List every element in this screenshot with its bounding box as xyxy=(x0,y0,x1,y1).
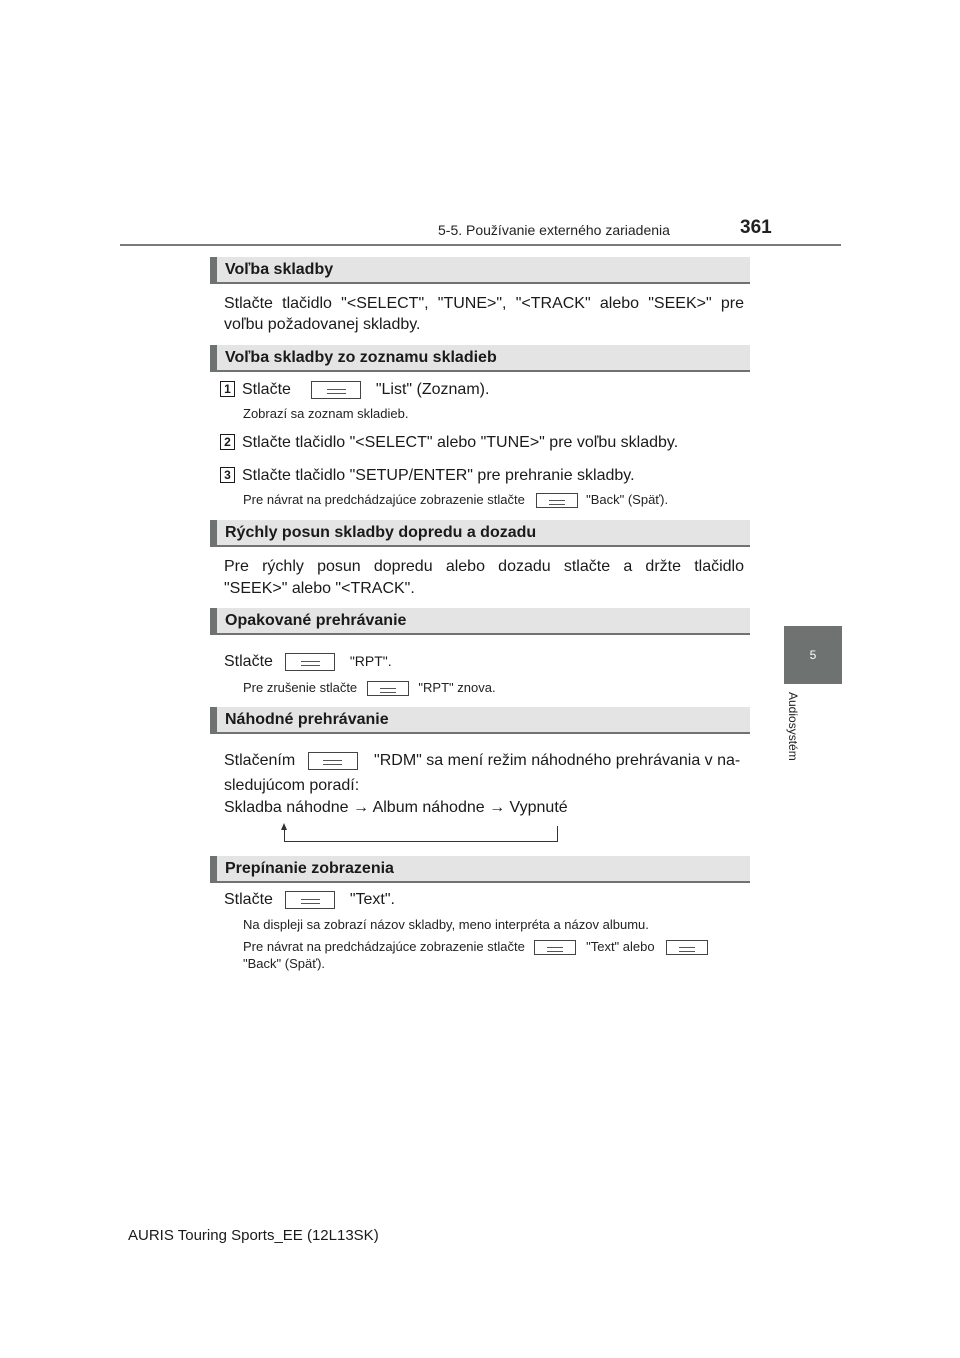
text-pre: Stlačením xyxy=(224,752,296,769)
chapter-label-text: Audiosystém xyxy=(786,692,800,761)
step-number: 2 xyxy=(220,434,235,450)
chapter-label xyxy=(786,692,804,782)
soft-key-button[interactable] xyxy=(285,891,335,909)
section-bar-track-list xyxy=(210,345,750,372)
step-text xyxy=(242,378,489,401)
soft-key-button[interactable] xyxy=(666,940,708,955)
soft-key-button[interactable] xyxy=(536,493,578,508)
section-bar-repeat xyxy=(210,608,750,635)
chapter-tab xyxy=(784,626,842,684)
section-bar-fast-forward xyxy=(210,520,750,547)
paragraph: Stlačte tlačidlo "<SELECT", "TUNE>", "<TRACK" alebo "SEEK>" pre xyxy=(224,295,744,312)
note-post: "RPT" znova. xyxy=(418,680,496,695)
paragraph: Pre rýchly posun dopredu alebo dozadu stlačte a držte tlačidlo xyxy=(224,558,744,575)
section-title: Voľba skladby xyxy=(225,261,334,278)
cycle-return-line xyxy=(284,826,558,842)
note xyxy=(243,938,708,955)
text-post: "RPT". xyxy=(349,653,392,669)
paragraph xyxy=(224,888,395,911)
soft-key-button[interactable] xyxy=(534,940,576,955)
soft-key-button[interactable] xyxy=(285,653,335,671)
paragraph xyxy=(224,650,392,673)
paragraph: "SEEK>" alebo "<TRACK". xyxy=(224,580,415,597)
note xyxy=(243,679,496,696)
section-heading: 5-5. Používanie externého zariadenia xyxy=(438,222,670,238)
step-text: Stlačte tlačidlo "<SELECT" alebo "TUNE>" pre voľbu skladby. xyxy=(242,434,679,451)
paragraph: sledujúcom poradí: xyxy=(224,777,360,794)
header-divider xyxy=(120,244,841,246)
note: "Back" (Späť). xyxy=(243,956,326,971)
section-title: Opakované prehrávanie xyxy=(225,612,407,629)
step-text-pre: Stlačte xyxy=(242,381,291,398)
note-pre: Pre návrat na predchádzajúce zobrazenie stlačte xyxy=(243,939,525,954)
section-title: Voľba skladby zo zoznamu skladieb xyxy=(225,349,497,366)
step-text-post: "List" (Zoznam). xyxy=(375,381,490,398)
soft-key-button[interactable] xyxy=(311,381,361,399)
paragraph xyxy=(224,749,740,772)
cycle-arrow-stem xyxy=(284,828,285,842)
section-bar-display xyxy=(210,856,750,883)
footer-model: AURIS Touring Sports_EE (12L13SK) xyxy=(128,1227,379,1244)
paragraph: voľbu požadovanej skladby. xyxy=(224,316,421,333)
step-note xyxy=(243,491,668,508)
section-title: Rýchly posun skladby dopredu a dozadu xyxy=(225,524,537,541)
text-pre: Stlačte xyxy=(224,653,273,670)
cycle-arrow-icon xyxy=(281,823,287,830)
note: Na displeji sa zobrazí názov skladby, meno interpréta a názov albumu. xyxy=(243,917,649,932)
step-number: 1 xyxy=(220,381,235,397)
step-number: 3 xyxy=(220,467,235,483)
section-title: Prepínanie zobrazenia xyxy=(225,860,394,877)
step-note: Zobrazí sa zoznam skladieb. xyxy=(243,406,409,421)
note-post: "Back" (Späť). xyxy=(586,492,669,507)
soft-key-button[interactable] xyxy=(308,752,358,770)
sequence-text: Skladba náhodne → Album náhodne → Vypnuté xyxy=(224,799,568,816)
note-pre: Pre návrat na predchádzajúce zobrazenie stlačte xyxy=(243,492,525,507)
page-number: 361 xyxy=(740,217,772,238)
soft-key-button[interactable] xyxy=(367,681,409,696)
text-post: "RDM" sa mení režim náhodného prehrávania v na- xyxy=(374,752,741,769)
section-bar-track-select xyxy=(210,257,750,284)
chapter-number: 5 xyxy=(809,648,817,662)
text-post: "Text". xyxy=(349,891,395,908)
section-bar-random xyxy=(210,707,750,734)
note-mid: "Text" alebo xyxy=(586,939,655,954)
text-pre: Stlačte xyxy=(224,891,273,908)
note-pre: Pre zrušenie stlačte xyxy=(243,680,358,695)
section-title: Náhodné prehrávanie xyxy=(225,711,389,728)
step-text: Stlačte tlačidlo "SETUP/ENTER" pre prehranie skladby. xyxy=(242,467,635,484)
